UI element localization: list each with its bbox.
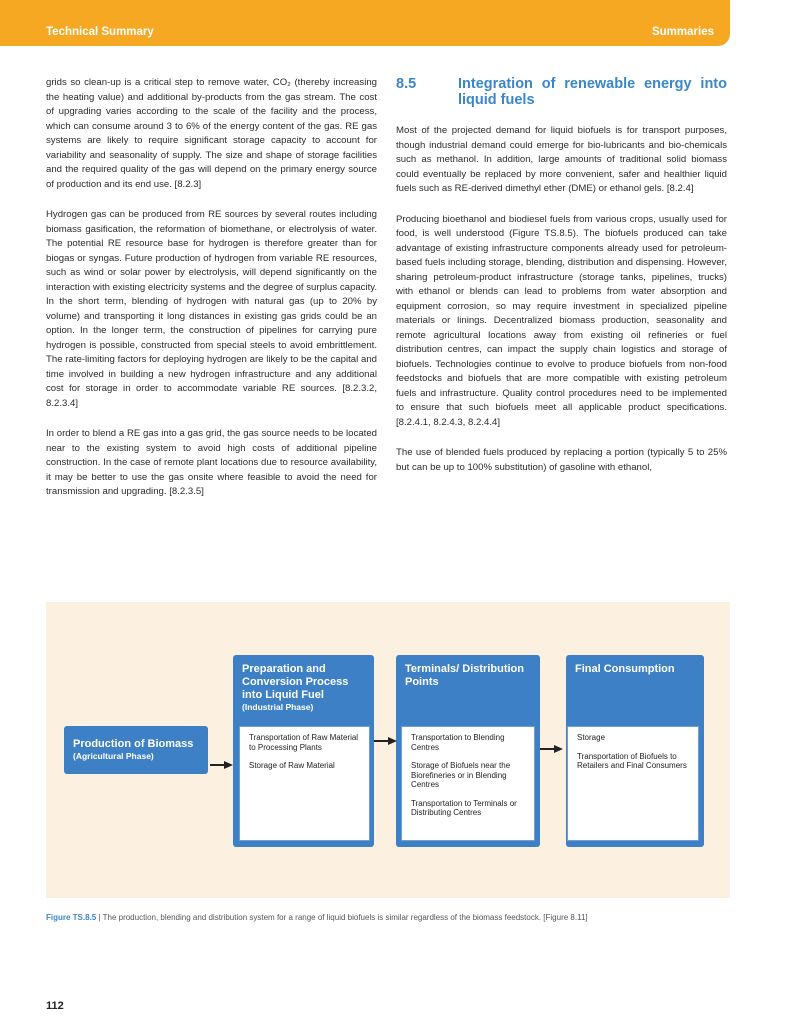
section-number: 8.5 — [396, 76, 417, 92]
paragraph: Most of the projected demand for liquid biofuels is for transport purposes, though industrial demand could emerge for bio-lubricants and bio-chemicals such as methanol. In addition, large amounts of traditional solid biomass could eventually be replaced by more convenient, safer and healthier liquid fuels such as RE-derived dimethyl ether (DME) or ethanol gels. [8.2.4] — [396, 125, 727, 194]
header-left-title: Technical Summary — [46, 26, 154, 38]
list-item: Transportation of Raw Material to Processing Plants — [249, 733, 359, 752]
paragraph: In order to blend a RE gas into a gas grid, the gas source needs to be located near to the existing system to avoid high costs of additional pipeline construction. In the case of remote plant locations due to resource availability, it may be better to use the gas onsite where feasible to avoid the need for transmission and upgrading. [8.2.3.5] — [46, 428, 377, 497]
figure-label: Figure TS.8.5 — [46, 913, 97, 922]
paragraph: grids so clean-up is a critical step to remove water, CO₂ (thereby increasing the heating value) and additional by-products from the gas stream. The cost of upgrading varies according to the scale of the facility and the process, which can consume around 3 to 6% of the energy content of the gas. RE gas systems are likely to require significant storage capacity to account for variability and seasonality of supply. The size and shape of storage facilities and the required quality of the gas will depend on the primary energy source of production and its end use. [8.2.3] — [46, 77, 377, 190]
production-box — [64, 726, 208, 774]
section-heading — [396, 76, 727, 108]
list-item: Storage of Biofuels near the Biorefineries or in Blending Centres — [411, 761, 511, 789]
final-title: Final Consumption — [575, 663, 675, 675]
final-items — [567, 726, 699, 841]
terminals-title: Terminals/ Distribution Points — [405, 663, 524, 688]
arrow-right-icon — [374, 736, 397, 746]
section-title: Integration of renewable energy into liquid fuels — [458, 76, 727, 108]
preparation-items — [239, 726, 370, 841]
list-item: Storage — [577, 733, 606, 742]
arrow-right-icon — [210, 760, 233, 770]
terminals-items — [401, 726, 535, 841]
paragraph: Producing bioethanol and biodiesel fuels from various crops, usually used for food, is well understood (Figure TS.8.5). The biofuels produced can take advantage of existing infrastructure components already used for petroleum-based fuels including storage, blending, distribution and dispensing. However, sharing petroleum-product infrastructure (storage tanks, pipelines, trucks) with ethanol or blends can lead to problems from water absorption and equipment corrosion, so may require investment in specialized pipeline materials or linings. Decentralized biomass production, seasonality and remote agricultural locations away from existing oil refineries or fuel distribution centres, can impact the supply chain logistics and storage of biofuels. Technologies continue to evolve to produce biofuels from non-food feedstocks and biofuels that are more compatible with existing petroleum fuels and infrastructure. Quality control procedures need to be implemented to ensure that such biofuels meet all applicable product specifications. [8.2.4.1, 8.2.4.3, 8.2.4.4] — [396, 213, 727, 428]
list-item: Transportation of Biofuels to Retailers and Final Consumers — [577, 751, 687, 770]
preparation-title: Preparation and Conversion Process into Liquid Fuel (Industrial Phase) — [242, 663, 368, 713]
paragraph: The use of blended fuels produced by replacing a portion (typically 5 to 25% but can be up to 100% substitution) of gasoline with ethanol, — [396, 447, 727, 473]
paragraph: Hydrogen gas can be produced from RE sources by several routes including biomass gasification, the reformation of biomethane, or electrolysis of water. The potential RE resource base for hydrogen is therefore greater than for biogas or syngas. Future production of hydrogen from variable RE resources, such as wind or solar power by electrolysis, will depend significantly on the interaction with existing electricity systems and the degree of surplus capacity. In the short term, blending of hydrogen with natural gas (up to 20% by volume) and transporting it long distances in existing gas grids could be an option. In the longer term, the construction of pipelines for carrying pure hydrogen is possible, constructed from special steels to avoid embrittlement. The rate-limiting factors for deploying hydrogen are likely to be the capital and time involved in building a new hydrogen infrastructure and any additional cost for storage in order to accommodate variable RE sources. [8.2.3.2, 8.2.3.4] — [46, 209, 377, 409]
left-column — [46, 76, 377, 516]
list-item: Transportation to Terminals or Distributing Centres — [411, 798, 517, 817]
right-column — [396, 76, 727, 491]
list-item: Storage of Raw Material — [249, 761, 335, 770]
page-number: 112 — [46, 1000, 64, 1012]
arrow-right-icon — [540, 744, 563, 754]
preparation-subtitle: (Industrial Phase) — [242, 702, 314, 712]
header-right-title: Summaries — [651, 26, 714, 38]
production-title: Production of Biomass (Agricultural Phase) — [73, 738, 202, 762]
figure-caption — [46, 913, 730, 922]
list-item: Transportation to Blending Centres — [411, 733, 505, 752]
caption-text: | The production, blending and distribution system for a range of liquid biofuels is similar regardless of the biomass feedstock. [Figure 8.11] — [96, 913, 588, 922]
page-header — [0, 0, 730, 46]
production-subtitle: (Agricultural Phase) — [73, 751, 154, 761]
